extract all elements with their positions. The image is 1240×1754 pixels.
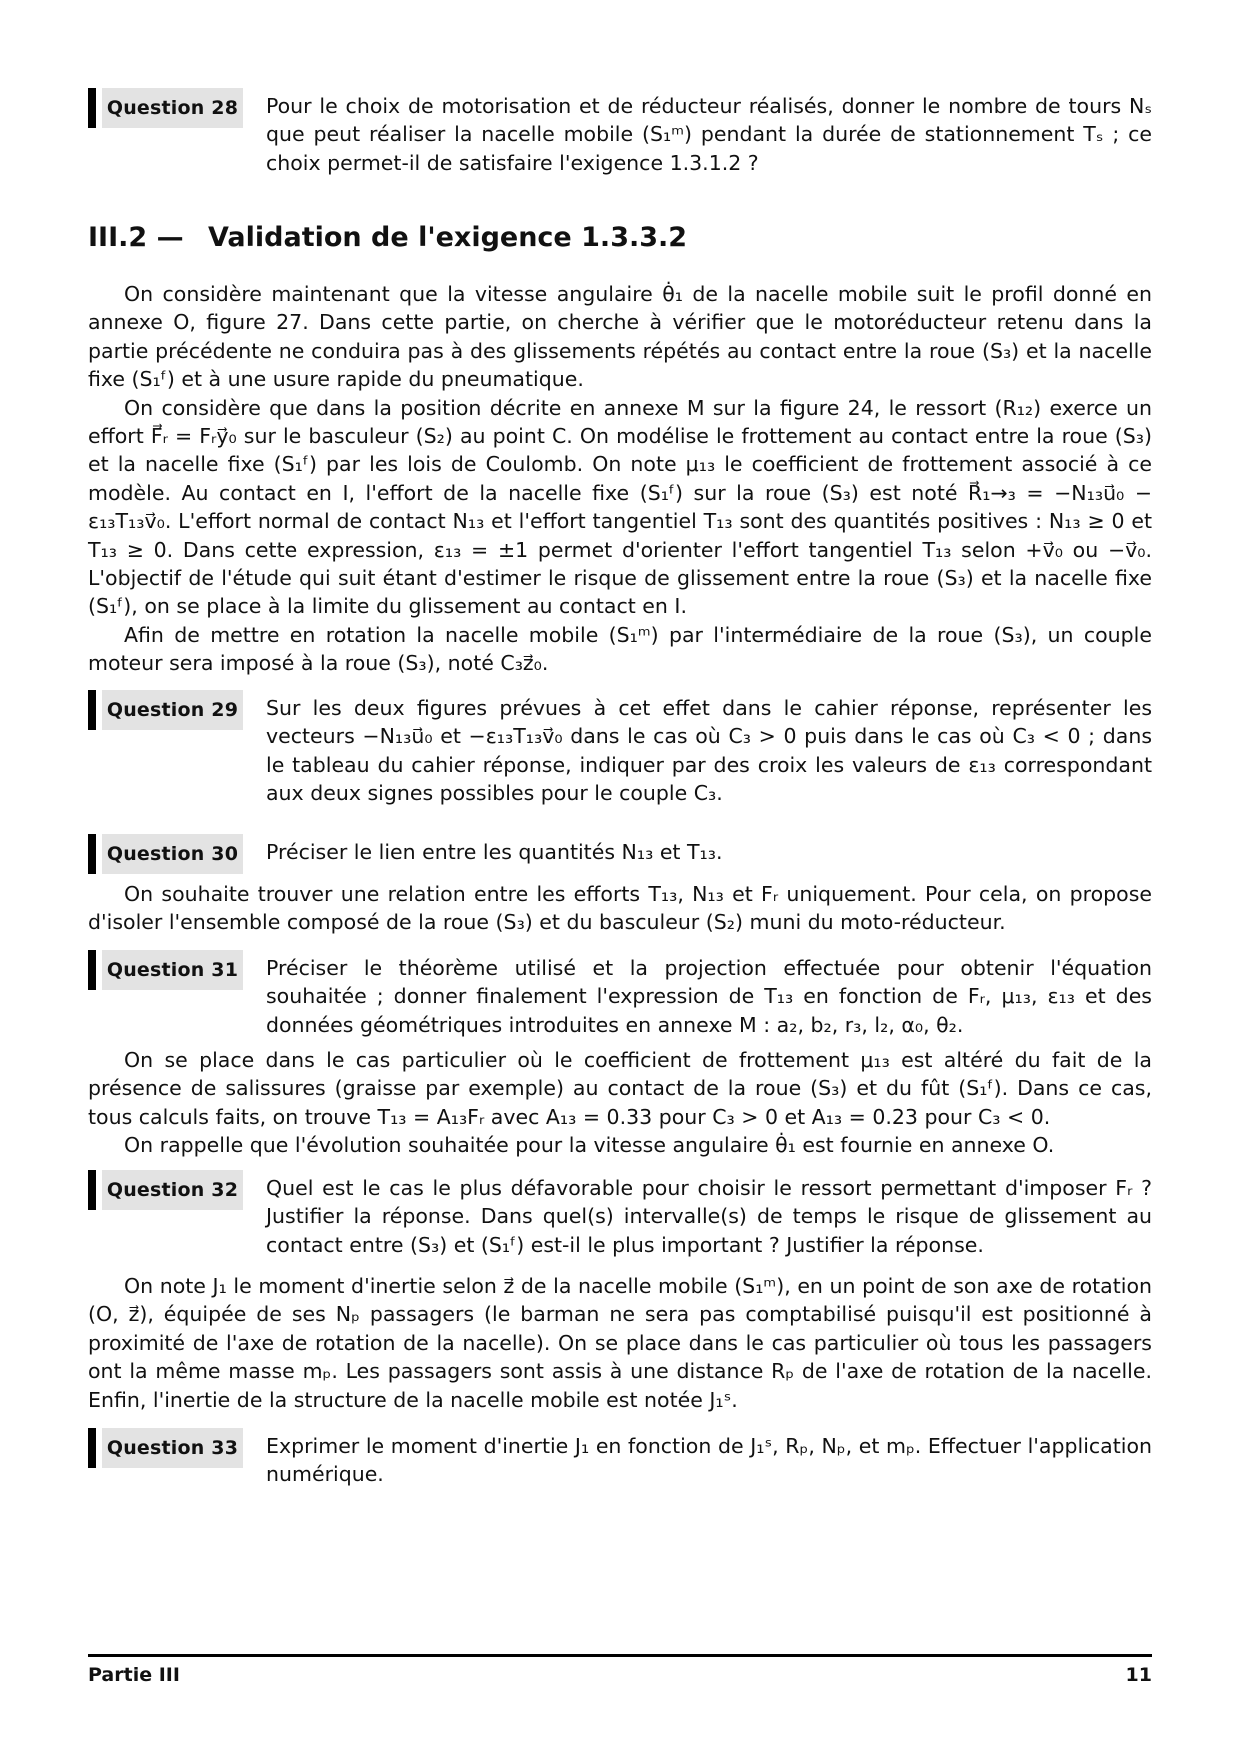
question-badge xyxy=(88,834,243,874)
section-number: III.2 — xyxy=(88,222,184,253)
paragraph: On se place dans le cas particulier où le coefficient de frottement μ₁₃ est altéré du fait de la présence de salissures (graisse par exemple) au contact de la roue (S₃) et du fût (S₁ᶠ). Dans ce cas, tous calculs faits, on trouve T₁₃ = A₁₃Fᵣ avec A₁₃ = 0.33 pour C₃ > 0 et A₁₃ = 0.23 pour C₃ < 0. xyxy=(88,1048,1152,1129)
paragraph-group-intro xyxy=(88,280,1152,678)
paragraph-group-friction xyxy=(88,1046,1152,1160)
question-label: Question 29 xyxy=(102,690,243,730)
section-title: Validation de l'exigence 1.3.3.2 xyxy=(208,222,688,253)
question-label: Question 33 xyxy=(102,1428,243,1468)
question-text: Préciser le lien entre les quantités N₁₃ et T₁₃. xyxy=(266,840,723,864)
question-marker-bar xyxy=(88,1428,96,1468)
question-label: Question 31 xyxy=(102,950,243,990)
question-badge xyxy=(88,690,243,730)
question-marker-bar xyxy=(88,690,96,730)
footer-part-label: Partie III xyxy=(88,1664,180,1686)
page xyxy=(88,0,1152,1754)
question-text: Sur les deux figures prévues à cet effet dans le cahier réponse, représenter les vecteurs −N₁₃u⃗₀ et −ε₁₃T₁₃v⃗₀ dans le cas où C₃ > 0 puis dans le cas où C₃ < 0 ; dans le tableau du cahier réponse, indiquer par des croix les valeurs de ε₁₃ correspondant aux deux signes possibles pour le couple C₃. xyxy=(266,696,1152,806)
question-badge xyxy=(88,950,243,990)
paragraph-group-isolate xyxy=(88,880,1152,937)
paragraph: On note J₁ le moment d'inertie selon z⃗ de la nacelle mobile (S₁ᵐ), en un point de son axe de rotation (O, z⃗), équipée de ses Nₚ passagers (le barman ne sera pas comptabilisé puisqu'il est positionné à proximité de l'axe de rotation de la nacelle). On se place dans le cas particulier où tous les passagers ont la même masse mₚ. Les passagers sont assis à une distance Rₚ de l'axe de rotation de la nacelle. Enfin, l'inertie de la structure de la nacelle mobile est notée J₁ˢ. xyxy=(88,1274,1152,1412)
paragraph: On considère que dans la position décrite en annexe M sur la figure 24, le ressort (R₁₂) exerce un effort F⃗ᵣ = Fᵣy⃗₀ sur le basculeur (S₂) au point C. On modélise le frottement au contact entre la roue (S₃) et la nacelle fixe (S₁ᶠ) par les lois de Coulomb. On note μ₁₃ le coefficient de frottement associé à ce modèle. Au contact en I, l'effort de la nacelle fixe (S₁ᶠ) sur la roue (S₃) est noté R⃗₁→₃ = −N₁₃u⃗₀ − ε₁₃T₁₃v⃗₀. L'effort normal de contact N₁₃ et l'effort tangentiel T₁₃ sont des quantités positives : N₁₃ ≥ 0 et T₁₃ ≥ 0. Dans cette expression, ε₁₃ = ±1 permet d'orienter l'effort tangentiel T₁₃ selon +v⃗₀ ou −v⃗₀. L'objectif de l'étude qui suit étant d'estimer le risque de glissement entre la roue (S₃) et la nacelle fixe (S₁ᶠ), on se place à la limite du glissement au contact en I. xyxy=(88,395,1152,619)
question-text: Pour le choix de motorisation et de réducteur réalisés, donner le nombre de tours Nₛ que peut réaliser la nacelle mobile (S₁ᵐ) pendant la durée de stationnement Tₛ ; ce choix permet-il de satisfaire l'exigence 1.3.1.2 ? xyxy=(266,94,1152,175)
question-marker-bar xyxy=(88,88,96,128)
question-badge xyxy=(88,1170,243,1210)
paragraph-group-inertia xyxy=(88,1272,1152,1414)
page-number: 11 xyxy=(1125,1664,1152,1686)
question-badge xyxy=(88,1428,243,1468)
question-marker-bar xyxy=(88,834,96,874)
paragraph: On considère maintenant que la vitesse angulaire θ̇₁ de la nacelle mobile suit le profil donné en annexe O, figure 27. Dans cette partie, on cherche à vérifier que le motoréducteur retenu dans la partie précédente ne conduira pas à des glissements répétés au contact entre la roue (S₃) et la nacelle fixe (S₁ᶠ) et à une usure rapide du pneumatique. xyxy=(88,282,1152,392)
question-text: Préciser le théorème utilisé et la projection effectuée pour obtenir l'équation souhaitée ; donner finalement l'expression de T₁₃ en fonction de Fᵣ, μ₁₃, ε₁₃ et des données géométriques introduites en annexe M : a₂, b₂, r₃, l₂, α₀, θ₂. xyxy=(266,956,1152,1037)
paragraph: On rappelle que l'évolution souhaitée pour la vitesse angulaire θ̇₁ est fournie en annexe O. xyxy=(124,1133,1055,1158)
question-text: Quel est le cas le plus défavorable pour choisir le ressort permettant d'imposer Fᵣ ? Justifier la réponse. Dans quel(s) intervalle(s) de temps le risque de glissement au contact entre (S₃) et (S₁ᶠ) est-il le plus important ? Justifier la réponse. xyxy=(266,1176,1152,1257)
section-heading xyxy=(88,218,687,258)
question-marker-bar xyxy=(88,1170,96,1210)
question-badge xyxy=(88,88,243,128)
question-label: Question 28 xyxy=(102,88,243,128)
paragraph: On souhaite trouver une relation entre les efforts T₁₃, N₁₃ et Fᵣ uniquement. Pour cela, on propose d'isoler l'ensemble composé de la roue (S₃) et du basculeur (S₂) muni du moto-réducteur. xyxy=(88,882,1152,935)
question-label: Question 30 xyxy=(102,834,243,874)
question-text: Exprimer le moment d'inertie J₁ en fonction de J₁ˢ, Rₚ, Nₚ, et mₚ. Effectuer l'application numérique. xyxy=(266,1434,1152,1487)
footer-divider xyxy=(88,1654,1152,1657)
question-label: Question 32 xyxy=(102,1170,243,1210)
paragraph: Afin de mettre en rotation la nacelle mobile (S₁ᵐ) par l'intermédiaire de la roue (S₃), un couple moteur sera imposé à la roue (S₃), noté C₃z⃗₀. xyxy=(88,622,1152,676)
question-marker-bar xyxy=(88,950,96,990)
